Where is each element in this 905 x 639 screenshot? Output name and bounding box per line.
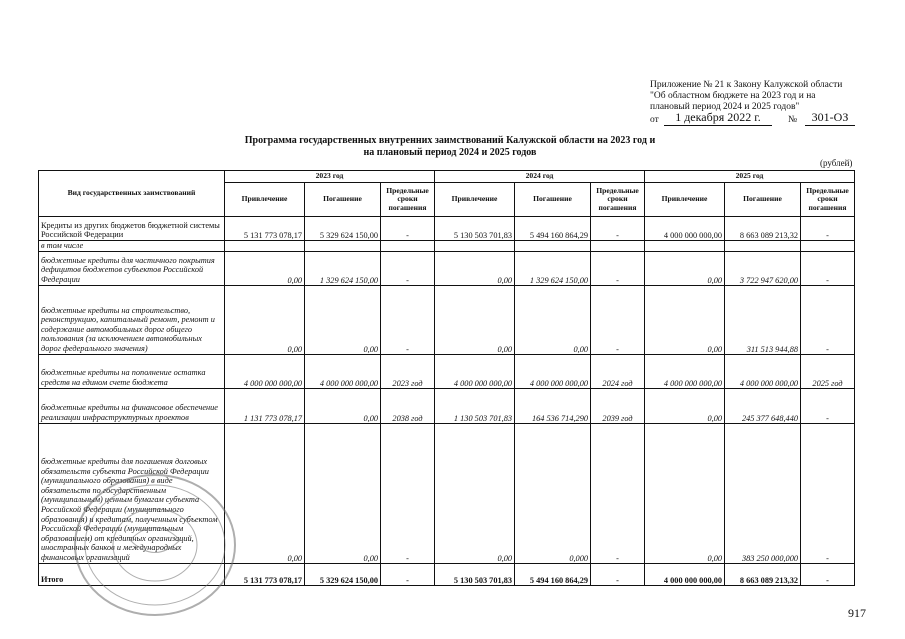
cell-2024-attraction: 0,00	[435, 251, 515, 285]
approval-number: 301-ОЗ	[805, 110, 855, 126]
row-label: в том числе	[39, 241, 225, 252]
cell-2023-repayment: 4 000 000 000,00	[305, 354, 381, 388]
table-row	[39, 251, 855, 285]
header-repayment: Погашение	[515, 183, 591, 217]
header-year-2023: 2023 год	[225, 171, 435, 183]
cell-2023-attraction	[225, 241, 305, 252]
total-2024-repayment: 5 494 160 864,29	[515, 563, 591, 585]
header-attraction: Привлечение	[645, 183, 725, 217]
table-row	[39, 241, 855, 252]
cell-2025-repayment: 383 250 000,000	[725, 423, 801, 563]
cell-2023-repayment: 0,00	[305, 423, 381, 563]
cell-2024-attraction: 1 130 503 701,83	[435, 388, 515, 423]
header-borrowing-type: Вид государственных заимствований	[39, 171, 225, 217]
approval-number-label: №	[788, 115, 798, 125]
total-2024-term: -	[591, 563, 645, 585]
cell-2024-term: -	[591, 217, 645, 241]
row-label: бюджетные кредиты на строительство, реконструкцию, капитальный ремонт, ремонт и содержание автомобильных дорог общего пользования (за исключением автомобильных дорог федерального значения)	[39, 285, 225, 354]
cell-2024-attraction	[435, 241, 515, 252]
cell-2023-term: -	[381, 251, 435, 285]
cell-2025-attraction: 0,00	[645, 388, 725, 423]
cell-2025-term: 2025 год	[801, 354, 855, 388]
approval-date: 1 декабря 2022 г.	[664, 110, 772, 126]
cell-2024-repayment: 5 494 160 864,29	[515, 217, 591, 241]
cell-2025-repayment: 3 722 947 620,00	[725, 251, 801, 285]
title-line-2: на плановый период 2024 и 2025 годов	[363, 147, 537, 158]
table-header-row-years	[39, 171, 855, 183]
title-line-1: Программа государственных внутренних заимствований Калужской области на 2023 год и	[244, 135, 656, 146]
row-label: бюджетные кредиты для погашения долговых обязательств субъекта Российской Федерации (муниципального образования) в виде обязательств по государственным (муниципальным) ценным бумагам субъекта Российской Федерации (муниципального образования) и кредитам, полученным субъектом Российской Федерации (муниципальным образованием) от кредитных организаций, иностранных банков и международных финансовых организаций	[39, 423, 225, 563]
table-row	[39, 217, 855, 241]
cell-2025-term: -	[801, 423, 855, 563]
cell-2024-term: -	[591, 423, 645, 563]
total-2025-repayment: 8 663 089 213,32	[725, 563, 801, 585]
table-row	[39, 354, 855, 388]
law-approval	[650, 110, 900, 127]
cell-2023-repayment	[305, 241, 381, 252]
table-row	[39, 423, 855, 563]
cell-2024-repayment: 0,000	[515, 423, 591, 563]
header-max-term: Предельные сроки погашения	[381, 183, 435, 217]
header-year-2024: 2024 год	[435, 171, 645, 183]
cell-2025-repayment: 8 663 089 213,32	[725, 217, 801, 241]
appendix-line-1: Приложение № 21 к Закону Калужской области	[650, 80, 843, 90]
cell-2024-term	[591, 241, 645, 252]
row-label: Кредиты из других бюджетов бюджетной системы Российской Федерации	[39, 217, 225, 241]
cell-2025-attraction	[645, 241, 725, 252]
cell-2024-repayment: 0,00	[515, 285, 591, 354]
cell-2023-term: -	[381, 285, 435, 354]
cell-2024-repayment	[515, 241, 591, 252]
header-year-2025: 2025 год	[645, 171, 855, 183]
cell-2025-attraction: 0,00	[645, 285, 725, 354]
cell-2025-attraction: 4 000 000 000,00	[645, 217, 725, 241]
cell-2024-attraction: 0,00	[435, 285, 515, 354]
header-repayment: Погашение	[305, 183, 381, 217]
cell-2024-term: 2039 год	[591, 388, 645, 423]
total-2023-repayment: 5 329 624 150,00	[305, 563, 381, 585]
cell-2023-attraction: 0,00	[225, 285, 305, 354]
cell-2024-attraction: 5 130 503 701,83	[435, 217, 515, 241]
header-attraction: Привлечение	[435, 183, 515, 217]
cell-2025-attraction: 0,00	[645, 423, 725, 563]
total-2025-attraction: 4 000 000 000,00	[645, 563, 725, 585]
cell-2025-repayment: 245 377 648,440	[725, 388, 801, 423]
header-max-term: Предельные сроки погашения	[801, 183, 855, 217]
cell-2024-repayment: 4 000 000 000,00	[515, 354, 591, 388]
total-2024-attraction: 5 130 503 701,83	[435, 563, 515, 585]
cell-2024-term: 2024 год	[591, 354, 645, 388]
cell-2025-term: -	[801, 388, 855, 423]
row-label: бюджетные кредиты для частичного покрытия дефицитов бюджетов субъектов Российской Федерации	[39, 251, 225, 285]
cell-2024-attraction: 4 000 000 000,00	[435, 354, 515, 388]
cell-2025-repayment: 4 000 000 000,00	[725, 354, 801, 388]
total-2025-term: -	[801, 563, 855, 585]
cell-2024-repayment: 164 536 714,290	[515, 388, 591, 423]
cell-2025-term: -	[801, 251, 855, 285]
header-max-term: Предельные сроки погашения	[591, 183, 645, 217]
cell-2023-term: 2023 год	[381, 354, 435, 388]
cell-2023-repayment: 0,00	[305, 285, 381, 354]
table-row	[39, 285, 855, 354]
header-attraction: Привлечение	[225, 183, 305, 217]
cell-2023-attraction: 5 131 773 078,17	[225, 217, 305, 241]
document-title	[190, 135, 710, 159]
cell-2023-repayment: 1 329 624 150,00	[305, 251, 381, 285]
cell-2025-repayment: 311 513 944,88	[725, 285, 801, 354]
cell-2023-attraction: 1 131 773 078,17	[225, 388, 305, 423]
cell-2025-term: -	[801, 217, 855, 241]
cell-2023-repayment: 0,00	[305, 388, 381, 423]
cell-2023-attraction: 0,00	[225, 251, 305, 285]
cell-2025-attraction: 4 000 000 000,00	[645, 354, 725, 388]
cell-2025-term: -	[801, 285, 855, 354]
cell-2023-attraction: 4 000 000 000,00	[225, 354, 305, 388]
cell-2024-repayment: 1 329 624 150,00	[515, 251, 591, 285]
cell-2024-term: -	[591, 285, 645, 354]
cell-2024-term: -	[591, 251, 645, 285]
cell-2025-repayment	[725, 241, 801, 252]
header-repayment: Погашение	[725, 183, 801, 217]
total-label: Итого	[39, 563, 225, 585]
appendix-line-2: "Об областном бюджете на 2023 год и на	[650, 91, 816, 101]
approval-from-label: от	[650, 115, 659, 125]
table-total-row	[39, 563, 855, 585]
cell-2023-term	[381, 241, 435, 252]
page-number: 917	[848, 606, 866, 620]
row-label: бюджетные кредиты на пополнение остатка средств на едином счете бюджета	[39, 354, 225, 388]
cell-2024-attraction: 0,00	[435, 423, 515, 563]
cell-2023-term: 2038 год	[381, 388, 435, 423]
cell-2025-attraction: 0,00	[645, 251, 725, 285]
cell-2023-term: -	[381, 217, 435, 241]
appendix-line-3: плановый период 2024 и 2025 годов"	[650, 102, 800, 112]
appendix-note	[650, 80, 900, 113]
total-2023-attraction: 5 131 773 078,17	[225, 563, 305, 585]
units-label: (рублей)	[820, 158, 853, 168]
cell-2023-attraction: 0,00	[225, 423, 305, 563]
cell-2023-term: -	[381, 423, 435, 563]
table-row	[39, 388, 855, 423]
cell-2023-repayment: 5 329 624 150,00	[305, 217, 381, 241]
row-label: бюджетные кредиты на финансовое обеспечение реализации инфраструктурных проектов	[39, 388, 225, 423]
cell-2025-term	[801, 241, 855, 252]
total-2023-term: -	[381, 563, 435, 585]
borrowing-program-table	[38, 170, 855, 586]
